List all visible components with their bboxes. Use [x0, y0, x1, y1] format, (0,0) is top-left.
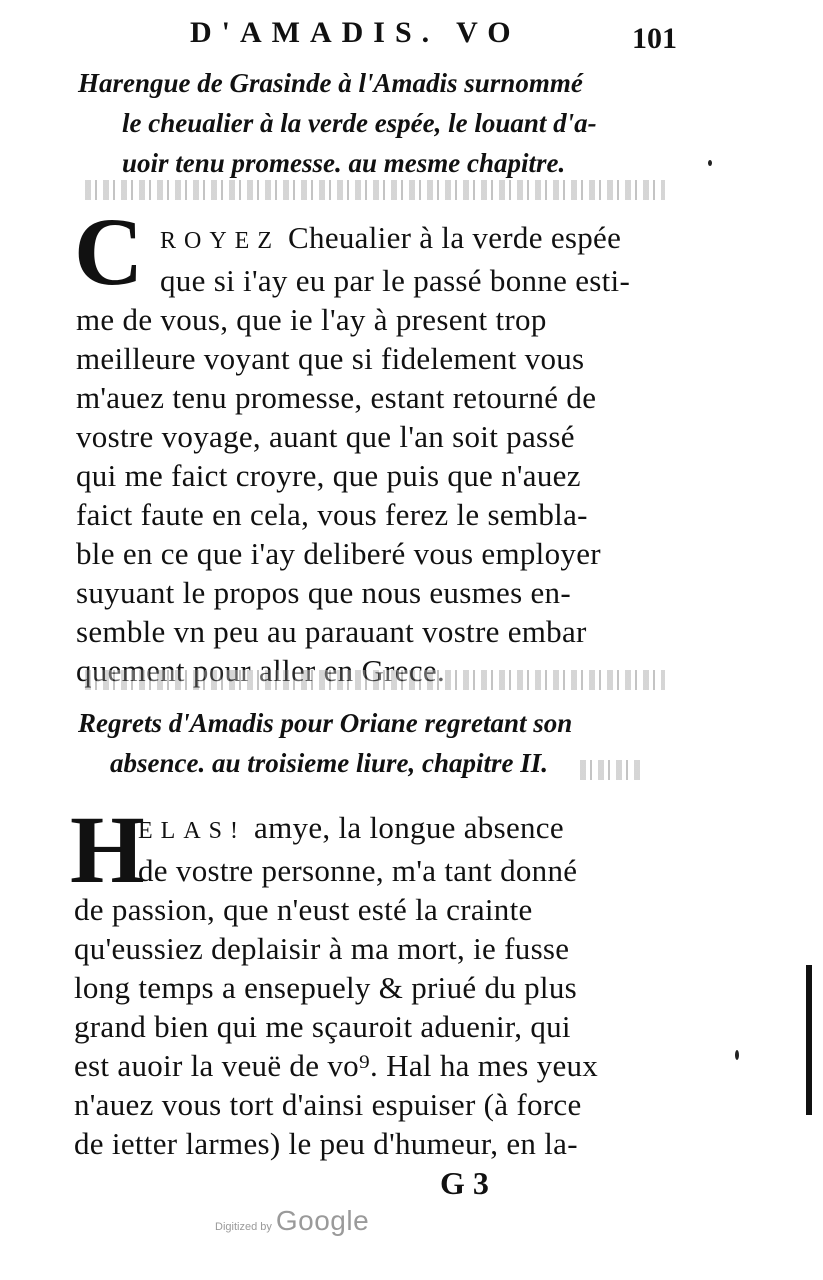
body-line: me de vous, que ie l'ay à present trop [76, 302, 547, 337]
bleed-through-ink [85, 180, 665, 200]
body-line: qui me faict croyre, que puis que n'auez [76, 458, 581, 493]
body-line: m'auez tenu promesse, estant retourné de [76, 380, 597, 415]
drop-cap: C [74, 198, 144, 305]
bleed-through-ink [580, 760, 640, 780]
body-line: que si i'ay eu par le passé bonne esti- [160, 263, 631, 298]
watermark-prefix: Digitized by [215, 1221, 272, 1233]
body-line: est auoir la veuë de vo⁹. Hal ha mes yeux [74, 1048, 599, 1083]
section-heading [78, 63, 678, 183]
signature-mark: G 3 [440, 1165, 489, 1201]
body-line: vostre voyage, auant que l'an soit passé [76, 419, 575, 454]
heading-line: Regrets d'Amadis pour Oriane regretant son [78, 708, 573, 738]
small-caps-word: ELAS! [138, 818, 246, 844]
body-line [76, 218, 676, 261]
body-line: quement pour aller en Grece. [76, 653, 446, 688]
body-line: meilleure voyant que si fidelement vous [76, 341, 585, 376]
google-logo: Google [275, 1205, 370, 1236]
page-number: 101 [632, 22, 677, 55]
scan-edge-shadow [806, 965, 812, 1115]
ink-speck [708, 160, 712, 166]
running-head: D'AMADIS. VO [190, 16, 521, 49]
body-line: faict faute en cela, vous ferez le sembla- [76, 497, 588, 532]
digitized-watermark [215, 1205, 369, 1237]
heading-line: Harengue de Grasinde à l'Amadis surnommé [78, 68, 583, 98]
section-body [76, 218, 676, 690]
body-line: ble en ce que i'ay deliberé vous employer [76, 536, 601, 571]
body-line: de passion, que n'eust esté la crainte [74, 892, 533, 927]
body-line-text: Cheualier à la verde espée [280, 220, 622, 255]
section-body [74, 808, 674, 1163]
small-caps-word: ROYEZ [160, 228, 280, 254]
body-line: semble vn peu au parauant vostre embar [76, 614, 587, 649]
heading-line: le cheualier à la verde espée, le louant d'a- [122, 108, 597, 138]
body-line: grand bien qui me sçauroit aduenir, qui [74, 1009, 571, 1044]
body-line-text: amye, la longue absence [246, 810, 564, 845]
ink-speck [735, 1050, 739, 1060]
body-line: long temps a ensepuely & priué du plus [74, 970, 578, 1005]
body-line: qu'eussiez deplaisir à ma mort, ie fusse [74, 931, 570, 966]
bleed-through-ink [85, 670, 665, 690]
body-line: n'auez vous tort d'ainsi espuiser (à force [74, 1087, 582, 1122]
heading-line: absence. au troisieme liure, chapitre II. [110, 748, 548, 778]
heading-line: uoir tenu promesse. au mesme chapitre. [122, 148, 566, 178]
body-line [74, 808, 674, 851]
body-line: de ietter larmes) le peu d'humeur, en la- [74, 1126, 578, 1161]
drop-cap: H [70, 796, 145, 903]
body-line: de vostre personne, m'a tant donné [138, 853, 578, 888]
body-line: suyuant le propos que nous eusmes en- [76, 575, 571, 610]
